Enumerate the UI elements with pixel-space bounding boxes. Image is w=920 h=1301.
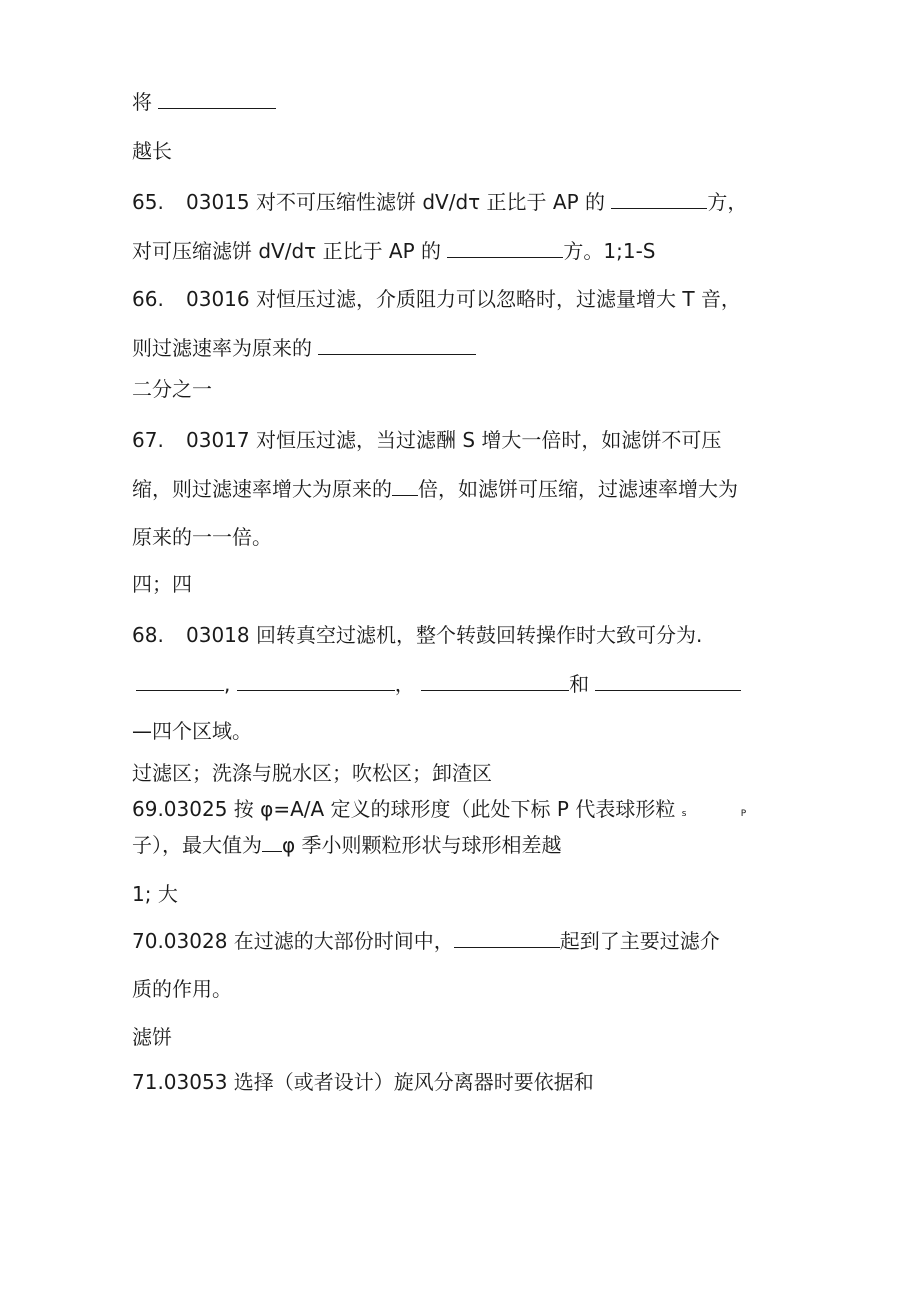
fill-blank xyxy=(447,239,563,258)
answer-line: 越长 xyxy=(132,139,172,163)
question-70-line1: 70.03028 在过滤的大部份时间中， 起到了主要过滤介 xyxy=(132,929,720,953)
question-71-line1: 71.03053 选择（或者设计）旋风分离器时要依据和 xyxy=(132,1070,594,1094)
fill-blank xyxy=(262,833,282,852)
text-line: 将 xyxy=(132,90,276,114)
answer-line: 滤饼 xyxy=(132,1025,172,1049)
answer-line: 过滤区；洗涤与脱水区；吹松区；卸渣区 xyxy=(132,761,492,785)
question-66-line1: 66. 03016 对恒压过滤，介质阻力可以忽略时，过滤量增大 T 音， xyxy=(132,287,741,311)
fill-blank xyxy=(595,672,741,691)
question-68-line3: —四个区域。 xyxy=(132,719,252,743)
question-69-line1: 69.03025 按 φ=A/A 定义的球形度（此处下标 P 代表球形粒 s P xyxy=(132,797,747,821)
question-65-line1: 65. 03015 对不可压缩性滤饼 dV/dτ 正比于 AP 的 方， xyxy=(132,190,748,214)
question-66-line2: 则过滤速率为原来的 xyxy=(132,336,476,360)
answer-line: 四；四 xyxy=(132,572,192,596)
subscript-s: s xyxy=(681,809,687,819)
fill-blank xyxy=(237,672,395,691)
question-68-line2: , ， 和 xyxy=(136,672,741,696)
answer-line: 二分之一 xyxy=(132,377,212,401)
question-67-line2: 缩，则过滤速率增大为原来的 倍，如滤饼可压缩，过滤速率增大为 xyxy=(132,477,738,501)
fill-blank xyxy=(421,672,569,691)
question-69-line2: 子），最大值为 φ 季小则颗粒形状与球形相差越 xyxy=(132,833,562,857)
question-68-line1: 68. 03018 回转真空过滤机，整个转鼓回转操作时大致可分为. xyxy=(132,623,703,647)
fill-blank xyxy=(392,477,418,496)
question-67-line1: 67. 03017 对恒压过滤，当过滤酬 S 增大一倍时，如滤饼不可压 xyxy=(132,428,722,452)
question-65-line2: 对可压缩滤饼 dV/dτ 正比于 AP 的 方。1;1-S xyxy=(132,239,656,263)
fill-blank xyxy=(454,929,560,948)
question-67-line3: 原来的一一倍。 xyxy=(132,525,272,549)
fill-blank xyxy=(611,190,707,209)
fill-blank xyxy=(158,90,276,109)
fill-blank xyxy=(318,336,476,355)
question-70-line2: 质的作用。 xyxy=(132,977,232,1001)
subscript-p: P xyxy=(740,809,747,819)
answer-line: 1; 大 xyxy=(132,882,178,906)
fill-blank xyxy=(136,672,224,691)
